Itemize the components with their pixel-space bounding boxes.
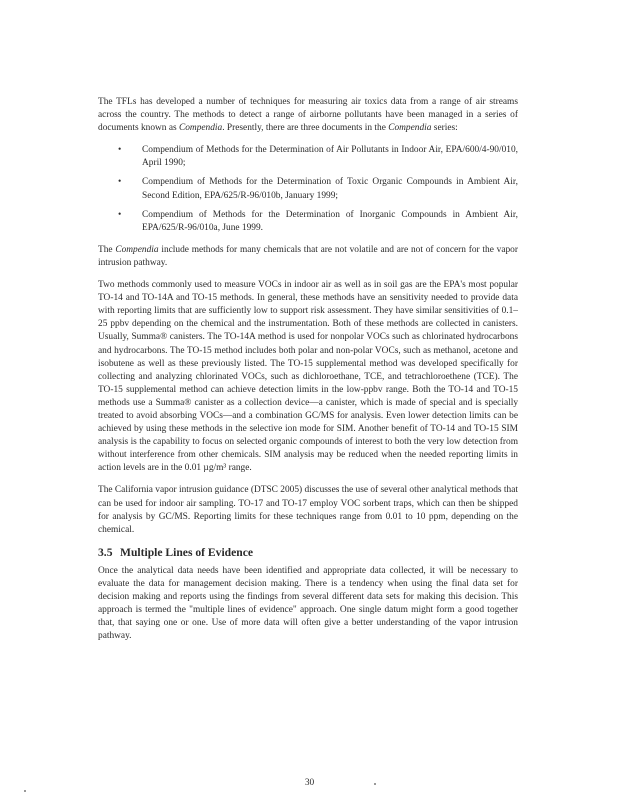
list-item-text: Compendium of Methods for the Determination of Inorganic Compounds in Ambient Air, EPA/625/R-96/010a, June 1999. [142, 209, 518, 233]
page-number: 30 [304, 778, 315, 788]
list-item-text: Compendium of Methods for the Determination of Toxic Organic Compounds in Ambient Air, Second Edition, EPA/625/R-96/010b, January 1999; [142, 177, 518, 201]
list-item [98, 209, 518, 235]
scan-speck [374, 783, 376, 785]
section-title: Multiple Lines of Evidence [120, 545, 254, 559]
page-body [98, 96, 518, 652]
guidance-paragraph: The California vapor intrusion guidance (DTSC 2005) discusses the use of several other analytical methods that can be used for indoor air sampling. TO-17 and TO-17 employ VOC sorbent traps, which can then be shipped for analysis by GC/MS. Reporting limits for these techniques range from 0.01 to 10 ppm, depending on the chemical. [98, 485, 518, 535]
section-heading [98, 546, 518, 560]
bullet-icon: • [118, 145, 122, 156]
compendia-note-pre: The [98, 244, 116, 255]
intro-text-after: . Presently, there are three documents in the [222, 123, 389, 134]
scan-speck [24, 790, 26, 792]
bullet-icon: • [118, 209, 122, 220]
evidence-paragraph: Once the analytical data needs have been identified and appropriate data collected, it will be necessary to evaluate the data for management decision making. There is a tendency when using the final data set for decision making and reports using the findings from several different data sets for making this decision. This approach is termed the "multiple lines of evidence" approach. One single datum might form a good together that, that saying one or one. Use of more data will often give a better understanding of the vapor intrusion pathway. [98, 565, 518, 642]
list-item-text: Compendium of Methods for the Determination of Air Pollutants in Indoor Air, EPA/600/4-90/010, April 1990; [142, 145, 518, 169]
list-item [98, 176, 518, 202]
compendia-document-list [98, 144, 518, 235]
bullet-icon: • [118, 177, 122, 188]
intro-compendia-term: Compendia [178, 123, 223, 134]
intro-text-end: series: [431, 123, 458, 134]
compendia-note-post: include methods for many chemicals that are not volatile and are not of concern for the vapor intrusion pathway. [98, 244, 518, 268]
methods-paragraph: Two methods commonly used to measure VOCs in indoor air as well as in soil gas are the EPA's most popular TO-14 and TO-14A and TO-15 methods. In general, these methods have an sensitivity needed to provide data with reporting limits that are sufficiently low to support risk assessment. They have similar sensitivities of 0.1–25 ppbv depending on the chemical and the instrumentation. Both of these methods are collected in canisters. Usually, Summa® canisters. The TO-14A method is used for nonpolar VOCs such as chlorinated hydrocarbons and hydrocarbons. The TO-15 method includes both polar and non-polar VOCs, such as methanol, acetone and isobutene as well as these previously listed. The TO-15 supplemental method was developed specifically for collecting and analyzing chlorinated VOCs, such as dichloroethane, TCE, and tetrachloroethene (TCE). The TO-15 supplemental method can achieve detection limits in the low-ppbv range. Both the TO-14 and TO-15 methods use a Summa® canister as a collection device—a canister, which is made of special and is specially treated to avoid absorbing VOCs—and a combination GC/MS for analysis. Even lower detection limits can be achieved by using these methods in the selective ion mode for SIM. Another benefit of TO-14 and TO-15 SIM analysis is the capability to focus on selected organic compounds of interest to both the very low detection from without interference from other chemicals. SIM analysis may be reduced when the needed reporting limits in action levels are in the 0.01 µg/m³ range. [98, 280, 518, 474]
compendia-note-paragraph [98, 244, 518, 270]
intro-text-before: The TFLs has developed a number of techniques for measuring air toxics data from a range of air streams across the country. The methods to detect a range of airborne pollutants have been managed in a series of documents known as [98, 97, 518, 134]
intro-compendia-term-2: Compendia [388, 123, 432, 134]
section-number: 3.5 [98, 545, 113, 559]
intro-paragraph [98, 96, 518, 135]
compendia-note-term: Compendia [115, 244, 159, 255]
list-item [98, 144, 518, 170]
